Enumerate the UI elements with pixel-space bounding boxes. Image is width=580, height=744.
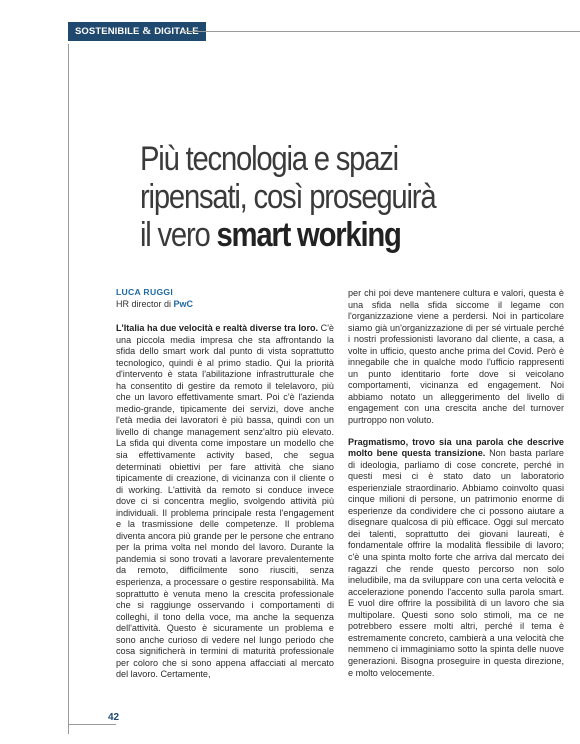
- headline-line-3: [140, 216, 501, 254]
- article-column-right: [348, 288, 564, 679]
- author-role: [116, 298, 346, 310]
- author-role-text: HR director di: [116, 299, 174, 309]
- headline-line-2: ripensati, così proseguirà: [140, 178, 436, 216]
- right-lead-sentence: Pragmatismo, trovo sia una parola che descrive molto bene questa transizione.: [348, 436, 564, 459]
- left-body-text: C'è una piccola media impresa che sta affrontando la sfida dello smart work dal punto di vista soprattutto tecnologico, quindi è al primo stadio. Qui la priorità d'intervento è stata l'abilitazione infrastrutturale che ha consentito di gestire da remoto il telelavoro, più che un lavoro effettivamente smart. Poi c'è l'azienda medio-grande, tipicamente dei servizi, dove anche l'età media dei lavoratori è più bassa, quindi con un livello di change management senz'altro più elevato. La sfida qui diventa come impostare un modello che sia effettivamente activity based, che segua determinati obiettivi per fare attività che siano tipicamente di creazione, di vicinanza con il cliente o di working. L'attività da remoto si conduce invece dove ci si concentra meglio, svolgendo attività più individuali. Il problema principale resta l'engagement e la trasmissione delle competenze. Il problema diventa ancora più grande per le persone che entrano per la prima volta nel mondo del lavoro. Durante la pandemia si sono trovati a lavorare prevalentemente da remoto, difficilmente sono riusciti, senza esperienza, a processare o gestire responsabilità. Ma soprattutto è venuta meno la crescita professionale che si raggiunge osservando i comportamenti di colleghi, il tono della voce, ma anche la sequenza dell'attività. Questo è sicuramente un problema e sono anche curioso di vedere nel lungo periodo che cosa significherà in termini di maturità professionale per coloro che si sono appena affacciati al mercato del lavoro. Certamente,: [116, 323, 334, 680]
- header-rule: [182, 31, 580, 32]
- section-label-left: SOSTENIBILE: [75, 26, 140, 37]
- page-number: 42: [108, 712, 120, 723]
- left-lead-sentence: L'Italia ha due velocità e realtà diverse tra loro.: [116, 323, 319, 333]
- headline-emphasis: smart working: [216, 216, 401, 254]
- article-headline: [140, 140, 501, 254]
- section-ampersand: &: [142, 25, 152, 37]
- author-organization: PwC: [173, 299, 194, 309]
- headline-line-3-regular: il vero: [140, 216, 217, 254]
- author-name: LUCA RUGGI: [116, 287, 174, 297]
- right-paragraph-1: per chi poi deve mantenere cultura e valori, questa è una sfida nella sfida siccome il legame con l'organizzazione viene a perdersi. Noi in particolare siamo già un'organizzazione di per sé virtuale perché i nostri professionisti lavorano dal cliente, a casa, a volte in ufficio, questo anche prima del Covid. Però è innegabile che in qualche modo l'ufficio rappresenti un punto identitario forte dove si veicolano comportamenti, vicinanza ed engagement. Noi abbiamo notato un alleggerimento del livello di engagement con una crescita anche del turnover purtroppo non voluto.: [348, 288, 564, 426]
- section-label-right: DIGITALE: [154, 26, 199, 37]
- footer-rule: [68, 724, 116, 725]
- left-paragraph: [116, 323, 334, 681]
- margin-rule: [68, 44, 69, 734]
- article-column-left: [116, 323, 334, 681]
- byline: [116, 286, 346, 310]
- headline-line-1: Più tecnologia e spazi: [140, 140, 398, 178]
- right-paragraph-2: [348, 437, 564, 679]
- right-body-text: Non basta parlare di ideologia, parliamo di cose concrete, perché in questi mesi ci è stato dato un laboratorio esperienziale straordinario. Abbiamo coinvolto quasi cinque milioni di persone, un patrimonio enorme di esperienze da condividere che ci possono aiutare a disegnare qualcosa di più efficace. Oggi sul mercato dei talenti, soprattutto dei giovani laureati, è fondamentale offrire la modalità flessibile di lavoro; c'è una spinta molto forte che arriva dal mercato dei ragazzi che rende questo percorso non solo ineludibile, ma da sviluppare con una certa velocità e accelerazione ponendo l'accento sulla parola smart. E vuol dire offrire la possibilità di un lavoro che sia multipolare. Questi sono solo stimoli, ma ce ne potrebbero essere molti altri, perché il tema è estremamente concreto, cambierà a una velocità che nemmeno ci immaginiamo sotto la spinta delle nuove generazioni. Bisogna proseguire in questa direzione, e molto velocemente.: [348, 448, 564, 678]
